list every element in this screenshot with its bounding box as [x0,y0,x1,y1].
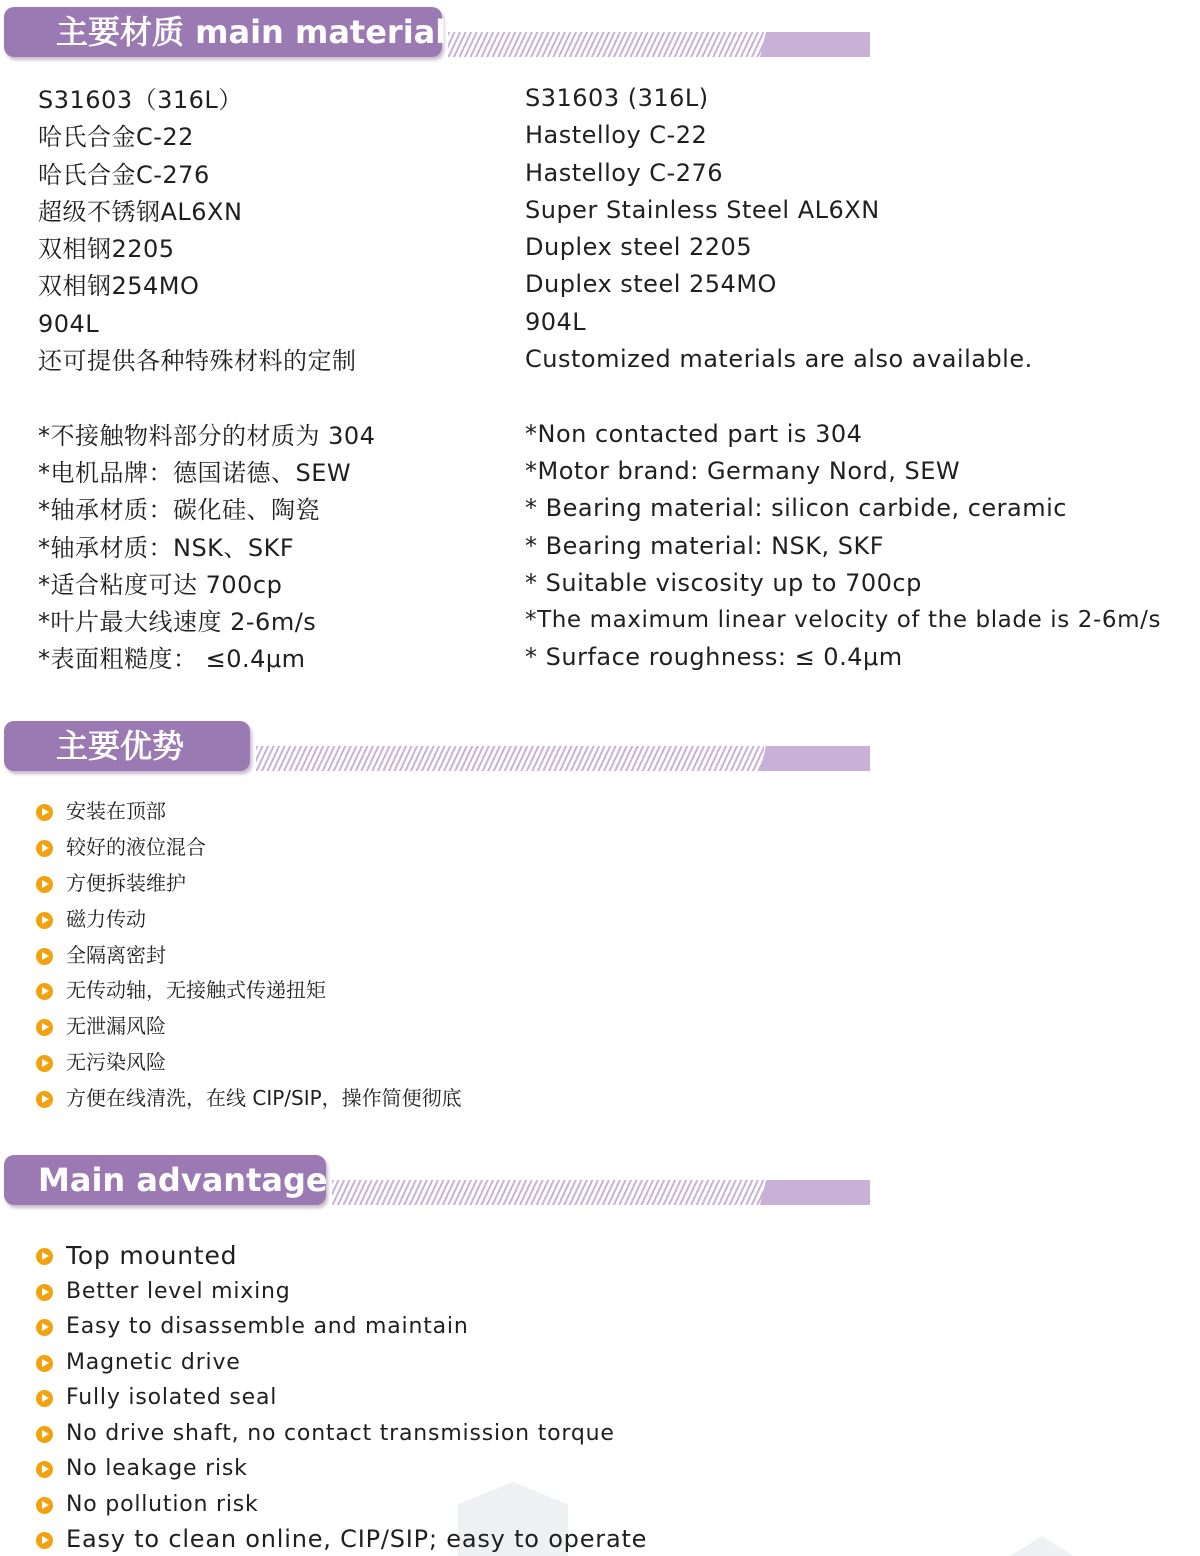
header-title-advantage-en: Main advantage [4,1155,326,1205]
spec-en-line: * Bearing material: NSK, SKF [525,531,885,560]
play-circle-icon [36,1091,53,1108]
play-circle-icon [36,983,53,1000]
play-circle-icon [36,1355,53,1372]
spec-cn-line: *适合粘度可达 700cp [38,570,283,599]
material-cn-line: 超级不锈钢AL6XN [38,197,243,226]
list-item-label: 方便在线清洗，在线 CIP/SIP，操作简便彻底 [66,1086,462,1111]
material-en-line: 904L [525,307,587,336]
materials-cn-column [38,82,375,679]
list-item [36,866,462,902]
list-item-label: Easy to clean online, CIP/SIP; easy to operate [66,1525,648,1553]
spec-en-line: * Suitable viscosity up to 700cp [525,568,922,597]
advantage-en-list [36,1238,647,1556]
play-circle-icon [36,804,53,821]
spec-cn-line: *电机品牌：德国诺德、SEW [38,458,352,487]
list-item-label: 全隔离密封 [66,942,166,967]
section-header-advantage-cn [0,716,870,776]
header-decoration-bar [760,746,870,771]
list-item [36,1045,462,1081]
play-circle-icon [36,1019,53,1036]
material-cn-line: 哈氏合金C-22 [38,123,194,152]
play-circle-icon [36,1497,53,1514]
list-item-label: 无泄漏风险 [66,1014,166,1039]
list-item-label: No pollution risk [66,1491,259,1517]
list-item-label: 较好的液位混合 [66,834,206,859]
list-item [36,938,462,974]
spec-en-line: *Motor brand: Germany Nord, SEW [525,456,961,485]
list-item [36,1522,647,1556]
material-en-line: Super Stainless Steel AL6XN [525,195,880,224]
play-circle-icon [36,1390,53,1407]
spec-cn-line: *叶片最大线速度 2-6m/s [38,608,317,637]
list-item [36,902,462,938]
list-item-label: 无污染风险 [66,1050,166,1075]
header-decoration-stripes [256,746,764,771]
material-cn-line: 双相钢2205 [38,235,175,264]
material-en-line: Customized materials are also available. [525,345,1033,374]
materials-en-column [525,80,1161,677]
play-circle-icon [36,1248,53,1265]
material-cn-line: 还可提供各种特殊材料的定制 [38,347,357,376]
background-triangle-decoration [1010,1536,1074,1556]
list-item [36,1487,647,1523]
spec-cn-line: *轴承材质：NSK、SKF [38,533,295,562]
spec-cn-line: *不接触物料部分的材质为 304 [38,421,376,450]
list-item [36,973,462,1009]
material-en-line: Duplex steel 254MO [525,270,777,299]
play-circle-icon [36,1055,53,1072]
header-decoration-bar [760,32,870,57]
header-title-advantage-cn: 主要优势 [4,721,250,771]
list-item [36,830,462,866]
spec-cn-line: *轴承材质：碳化硅、陶瓷 [38,496,320,525]
play-circle-icon [36,1284,53,1301]
material-cn-line: 904L [38,309,100,338]
list-item-label: Easy to disassemble and maintain [66,1314,469,1339]
list-item [36,1380,647,1416]
material-en-line: Duplex steel 2205 [525,233,753,262]
play-circle-icon [36,1461,53,1478]
list-item-label: No drive shaft, no contact transmission torque [66,1420,615,1446]
section-header-material [0,2,870,62]
list-item [36,1009,462,1045]
spec-cn-line: *表面粗糙度： ≤0.4μm [38,645,306,674]
material-en-spacer [525,378,1161,415]
list-item [36,1416,647,1452]
play-circle-icon [36,1319,53,1336]
list-item [36,1081,462,1117]
material-en-line: S31603 (316L) [525,84,709,112]
list-item [36,794,462,830]
play-circle-icon [36,876,53,893]
list-item-label: Magnetic drive [66,1349,241,1375]
material-en-line: Hastelloy C-276 [525,158,724,187]
list-item-label: Better level mixing [66,1278,291,1304]
header-title-material: 主要材质 main material [4,7,442,57]
list-item-label: 无传动轴，无接触式传递扭矩 [66,978,326,1003]
list-item [36,1309,647,1345]
spec-en-line: *Non contacted part is 304 [525,419,863,448]
material-cn-line: 双相钢254MO [38,272,200,301]
list-item-label: 安装在顶部 [66,799,166,823]
header-decoration-stripes [332,1180,764,1205]
list-item-label: 磁力传动 [66,906,146,931]
material-cn-spacer [38,380,375,417]
list-item [36,1451,647,1487]
list-item [36,1238,647,1274]
play-circle-icon [36,948,53,965]
spec-en-line: * Surface roughness: ≤ 0.4μm [525,643,903,672]
header-decoration-bar [760,1180,870,1205]
list-item-label: Top mounted [66,1241,238,1270]
list-item-label: Fully isolated seal [66,1385,278,1410]
play-circle-icon [36,912,53,929]
spec-en-line: *The maximum linear velocity of the blade is 2-6m/s [525,607,1162,634]
material-cn-line: S31603（316L） [38,86,243,114]
section-header-advantage-en [0,1150,870,1210]
play-circle-icon [36,1532,53,1549]
material-cn-line: 哈氏合金C-276 [38,160,210,189]
list-item [36,1345,647,1381]
list-item-label: 方便拆装维护 [66,870,186,895]
play-circle-icon [36,1426,53,1443]
list-item-label: No leakage risk [66,1456,248,1481]
advantage-cn-list [36,794,462,1117]
material-en-line: Hastelloy C-22 [525,121,708,150]
header-decoration-stripes [448,32,764,57]
list-item [36,1274,647,1310]
spec-en-line: * Bearing material: silicon carbide, ceramic [525,494,1067,523]
play-circle-icon [36,840,53,857]
